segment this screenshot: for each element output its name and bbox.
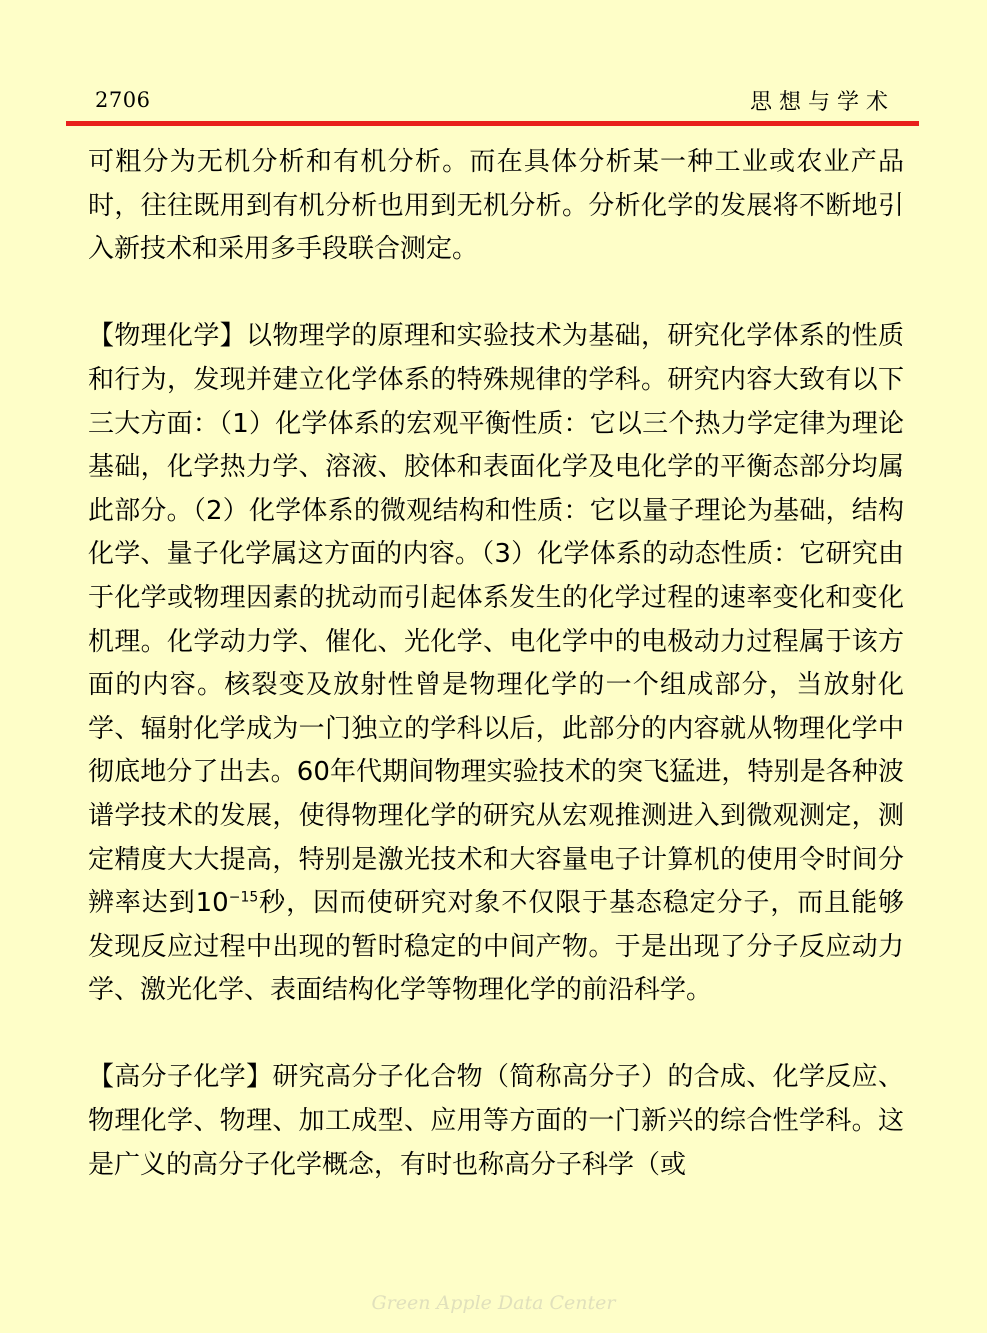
paragraph-polymer-chemistry [88,1056,904,1187]
header-rule [66,121,919,126]
watermark: Green Apple Data Center [371,1292,616,1314]
paragraph-text: 研究高分子化合物（简称高分子）的合成、化学反应、物理化学、物理、加工成型、应用等方面的一门新兴的综合性学科。这是广义的高分子化学概念，有时也称高分子科学（或 [88,1062,904,1180]
running-title: 思想与学术 [749,90,895,115]
paragraph-physical-chemistry [88,315,904,1013]
entry-term: 【高分子化学】 [88,1062,273,1093]
paragraph-text: 以物理学的原理和实验技术为基础，研究化学体系的性质和行为，发现并建立化学体系的特殊规律的学科。研究内容大致有以下三大方面：（1）化学体系的宏观平衡性质：它以三个热力学定律为理论基础，化学热力学、溶液、胶体和表面化学及电化学的平衡态部分均属此部分。（2）化学体系的微观结构和性质：它以量子理论为基础，结构化学、量子化学属这方面的内容。（3）化学体系的动态性质：它研究由于化学或物理因素的扰动而引起体系发生的化学过程的速率变化和变化机理。化学动力学、催化、光化学、电化学中的电极动力过程属于该方面的内容。核裂变及放射性曾是物理化学的一个组成部分，当放射化学、辐射化学成为一门独立的学科以后，此部分的内容就从物理化学中彻底地分了出去。60年代期间物理实验技术的突飞猛进，特别是各种波谱学技术的发展，使得物理化学的研究从宏观推测进入到微观测定，测定精度大大提高，特别是激光技术和大容量电子计算机的使用令时间分辨率达到10 [88,321,904,919]
paragraph-text: 秒，因而使研究对象不仅限于基态稳定分子，而且能够发现反应过程中出现的暂时稳定的中间产物。于是出现了分子反应动力学、激光化学、表面结构化学等物理化学的前沿科学。 [88,888,904,1006]
paragraph-text: 可粗分为无机分析和有机分析。而在具体分析某一种工业或农业产品时，往往既用到有机分析也用到无机分析。分析化学的发展将不断地引入新技术和采用多手段联合测定。 [88,147,904,265]
paragraph-analysis-continued [88,141,904,272]
entry-term: 【物理化学】 [88,321,246,352]
body-text [88,141,904,1187]
page-number: 2706 [95,88,151,112]
exponent: −15 [228,889,259,906]
